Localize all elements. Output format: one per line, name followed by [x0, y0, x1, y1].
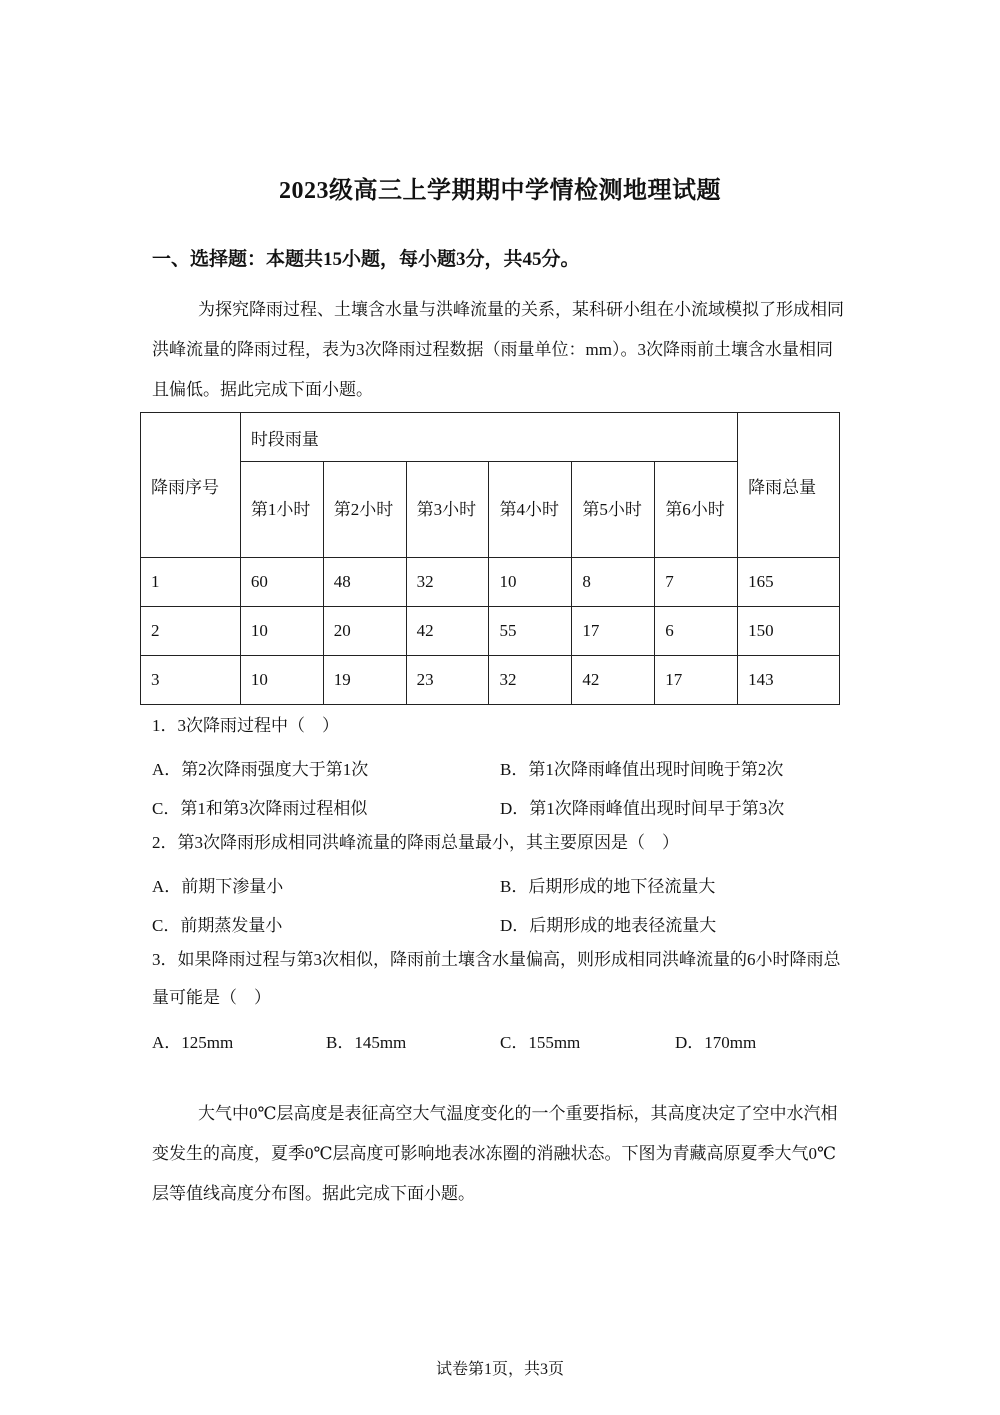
table-cell: 10 [240, 607, 323, 656]
table-cell: 2 [141, 607, 241, 656]
question-1-option-c[interactable]: C．第1和第3次降雨过程相似 [152, 799, 368, 818]
question-1-option-a[interactable]: A．第2次降雨强度大于第1次 [152, 760, 369, 779]
passage-freezing-level: 大气中0℃层高度是表征高空大气温度变化的一个重要指标，其高度决定了空中水汽相变发生的高度，夏季0℃层高度可影响地表冰冻圈的消融状态。下图为青藏高原夏季大气0℃层等值线高度分布图。据此完成下面小题。 [152, 1104, 838, 1203]
question-1-stem: 1．3次降雨过程中（ ） [152, 716, 339, 735]
question-3-option-c[interactable]: C．155mm [500, 1033, 581, 1052]
header-hour: 第5小时 [572, 462, 655, 558]
table-cell: 1 [141, 558, 241, 607]
header-hour: 第3小时 [406, 462, 489, 558]
table-cell: 7 [655, 558, 738, 607]
table-cell: 143 [738, 656, 840, 705]
question-2-stem: 2．第3次降雨形成相同洪峰流量的降雨总量最小，其主要原因是（ ） [152, 833, 679, 852]
table-cell: 150 [738, 607, 840, 656]
header-hour: 第2小时 [323, 462, 406, 558]
question-2-option-b[interactable]: B．后期形成的地下径流量大 [500, 877, 716, 896]
question-3-option-a[interactable]: A．125mm [152, 1033, 234, 1052]
table-cell: 20 [323, 607, 406, 656]
table-cell: 60 [240, 558, 323, 607]
table-cell: 23 [406, 656, 489, 705]
question-1-option-d[interactable]: D．第1次降雨峰值出现时间早于第3次 [500, 799, 785, 818]
header-hour: 第4小时 [489, 462, 572, 558]
table-row [141, 558, 840, 607]
table-cell: 42 [406, 607, 489, 656]
table-cell: 17 [655, 656, 738, 705]
table-cell: 19 [323, 656, 406, 705]
question-2-option-a[interactable]: A．前期下渗量小 [152, 877, 284, 896]
table-cell: 8 [572, 558, 655, 607]
table-cell: 165 [738, 558, 840, 607]
header-hour: 第1小时 [240, 462, 323, 558]
page-footer: 试卷第1页，共3页 [435, 1361, 564, 1378]
table-row [141, 656, 840, 705]
table-cell: 32 [406, 558, 489, 607]
question-1-option-b[interactable]: B．第1次降雨峰值出现时间晚于第2次 [500, 760, 784, 779]
passage-rainfall: 为探究降雨过程、土壤含水量与洪峰流量的关系，某科研小组在小流域模拟了形成相同洪峰流量的降雨过程，表为3次降雨过程数据（雨量单位：mm）。3次降雨前土壤含水量相同且偏低。据此完成下面小题。 [152, 300, 844, 399]
table-cell: 17 [572, 607, 655, 656]
section-heading: 一、选择题：本题共15小题，每小题3分，共45分。 [152, 249, 580, 270]
header-hour: 第6小时 [655, 462, 738, 558]
header-period: 时段雨量 [240, 413, 737, 462]
question-2-option-d[interactable]: D．后期形成的地表径流量大 [500, 916, 717, 935]
table-cell: 6 [655, 607, 738, 656]
exam-title: 2023级高三上学期期中学情检测地理试题 [279, 178, 721, 204]
table-cell: 48 [323, 558, 406, 607]
table-cell: 10 [489, 558, 572, 607]
header-seq: 降雨序号 [141, 413, 241, 558]
question-3-option-d[interactable]: D．170mm [675, 1033, 757, 1052]
table-cell: 42 [572, 656, 655, 705]
table-row [141, 607, 840, 656]
header-total: 降雨总量 [738, 413, 840, 558]
rainfall-table [140, 412, 840, 705]
table-cell: 55 [489, 607, 572, 656]
question-3-option-b[interactable]: B．145mm [326, 1033, 407, 1052]
question-3-stem: 3．如果降雨过程与第3次相似，降雨前土壤含水量偏高，则形成相同洪峰流量的6小时降雨总量可能是（ ） [152, 950, 841, 1007]
table-cell: 32 [489, 656, 572, 705]
table-cell: 10 [240, 656, 323, 705]
table-cell: 3 [141, 656, 241, 705]
question-2-option-c[interactable]: C．前期蒸发量小 [152, 916, 283, 935]
